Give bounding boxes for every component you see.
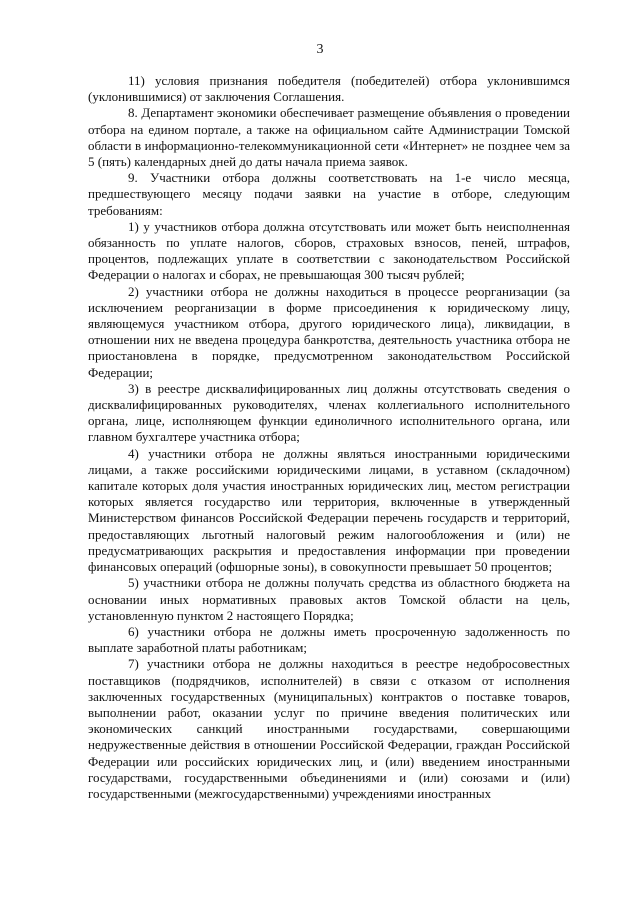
requirement-item-3: 3) в реестре дисквалифицированных лиц должны отсутствовать сведения о дисквалифицированных руководителях, членах коллегиального исполнительного органа, лице, исполняющем функции единоличного исполнительного органа, или главном бухгалтере участника отбора; (88, 380, 570, 445)
document-body (88, 73, 570, 802)
requirement-item-2: 2) участники отбора не должны находиться в процессе реорганизации (за исключением реорганизации в форме присоединения к юридическому лицу, являющемуся участником отбора, другого юридического лица), ликвидации, в отношении них не введена процедура банкротства, деятельность участника отбора не приостановлена в порядке, предусмотренном законодательством Российской Федерации; (88, 283, 570, 380)
requirement-item-4: 4) участники отбора не должны являться иностранными юридическими лицами, а также российскими юридическими лицами, в уставном (складочном) капитале которых доля участия иностранных юридических лиц, местом регистрации которых является государство или территория, включенные в утвержденный Министерством финансов Российской Федерации перечень государств и территорий, предоставляющих льготный налоговый режим налогообложения и (или) не предусматривающих раскрытия и предоставления информации при проведении финансовых операций (офшорные зоны), в совокупности превышает 50 процентов; (88, 445, 570, 575)
paragraph-section-9: 9. Участники отбора должны соответствовать на 1-е число месяца, предшествующего месяцу подачи заявки на участие в отборе, следующим требованиям: (88, 170, 570, 218)
requirement-item-1: 1) у участников отбора должна отсутствовать или может быть неисполненная обязанность по уплате налогов, сборов, страховых взносов, пеней, штрафов, процентов, подлежащих уплате в соответствии с законодательством Российской Федерации о налогах и сборах, не превышающая 300 тысяч рублей; (88, 218, 570, 283)
requirement-item-6: 6) участники отбора не должны иметь просроченную задолженность по выплате заработной платы работникам; (88, 623, 570, 656)
requirement-item-7: 7) участники отбора не должны находиться в реестре недобросовестных поставщиков (подрядчиков, исполнителей) в связи с отказом от исполнения заключенных государственных (муниципальных) контрактов о поставке товаров, выполнении работ, оказании услуг по причине введения политических или экономических санкций иностранными государствами, совершающими недружественные действия в отношении Российской Федерации, граждан Российской Федерации или российских юридических лиц, и (или) введением иностранными государствами, государственными объединениями и (или) союзами и (или) государственными (межгосударственными) учреждениями иностранных (88, 656, 570, 801)
page-number: 3 (316, 42, 324, 57)
requirement-item-5: 5) участники отбора не должны получать средства из областного бюджета на основании иных нормативных правовых актов Томской области на цель, установленную пунктом 2 настоящего Порядка; (88, 575, 570, 623)
paragraph-item-11: 11) условия признания победителя (победителей) отбора уклонившимся (уклонившимися) от заключения Соглашения. (88, 73, 570, 105)
paragraph-section-8: 8. Департамент экономики обеспечивает размещение объявления о проведении отбора на едином портале, а также на официальном сайте Администрации Томской области в информационно-телекоммуникационной сети «Интернет» не позднее чем за 5 (пять) календарных дней до даты начала приема заявок. (88, 105, 570, 170)
